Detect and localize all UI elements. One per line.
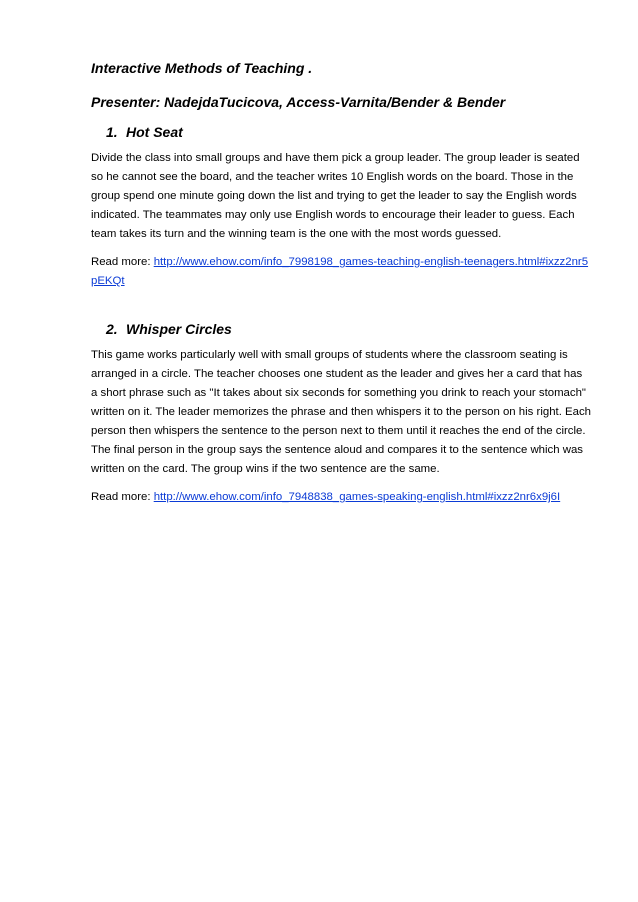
section-heading	[106, 122, 591, 142]
read-more-link[interactable]: http://www.ehow.com/info_7998198_games-teaching-english-teenagers.html#ixzz2nr5pEKQt	[91, 256, 589, 287]
section-body: This game works particularly well with small groups of students where the classroom seating is arranged in a circle. The teacher chooses one student as the leader and gives her a card that has a short phrase such as "It takes about six seconds for something you drink to reach your stomach" written on it. The leader memorizes the phrase and then whispers it to the person on his right. Each person then whispers the sentence to the person next to them until it reaches the end of the circle. The final person in the group says the sentence aloud and compares it to the sentence which was written on the card. The group wins if the two sentence are the same.	[91, 349, 591, 475]
section-title: Whisper Circles	[126, 321, 232, 337]
document-content	[91, 58, 591, 507]
read-more-line	[91, 488, 591, 507]
read-more-label: Read more:	[91, 491, 154, 503]
read-more-link[interactable]: http://www.ehow.com/info_7948838_games-speaking-english.html#ixzz2nr6x9j6I	[153, 491, 561, 503]
section-heading	[106, 319, 591, 339]
section-whisper-circles	[91, 319, 591, 507]
section-hot-seat	[91, 122, 591, 291]
section-body: Divide the class into small groups and have them pick a group leader. The group leader is seated so he cannot see the board, and the teacher writes 10 English words on the board. Those in the group spend one minute going down the list and trying to get the leader to say the English words indicated. The teammates may only use English words to encourage their leader to guess. Each team takes its turn and the winning team is the one with the most words guessed.	[91, 152, 580, 240]
section-title: Hot Seat	[126, 124, 183, 140]
read-more-line	[91, 253, 591, 291]
section-number: 1.	[106, 124, 118, 140]
section-number: 2.	[106, 321, 118, 337]
document-title: Interactive Methods of Teaching .	[91, 60, 313, 76]
read-more-label: Read more:	[91, 256, 154, 268]
presenter-line: Presenter: NadejdaTucicova, Access-Varnita/Bender & Bender	[91, 94, 506, 110]
